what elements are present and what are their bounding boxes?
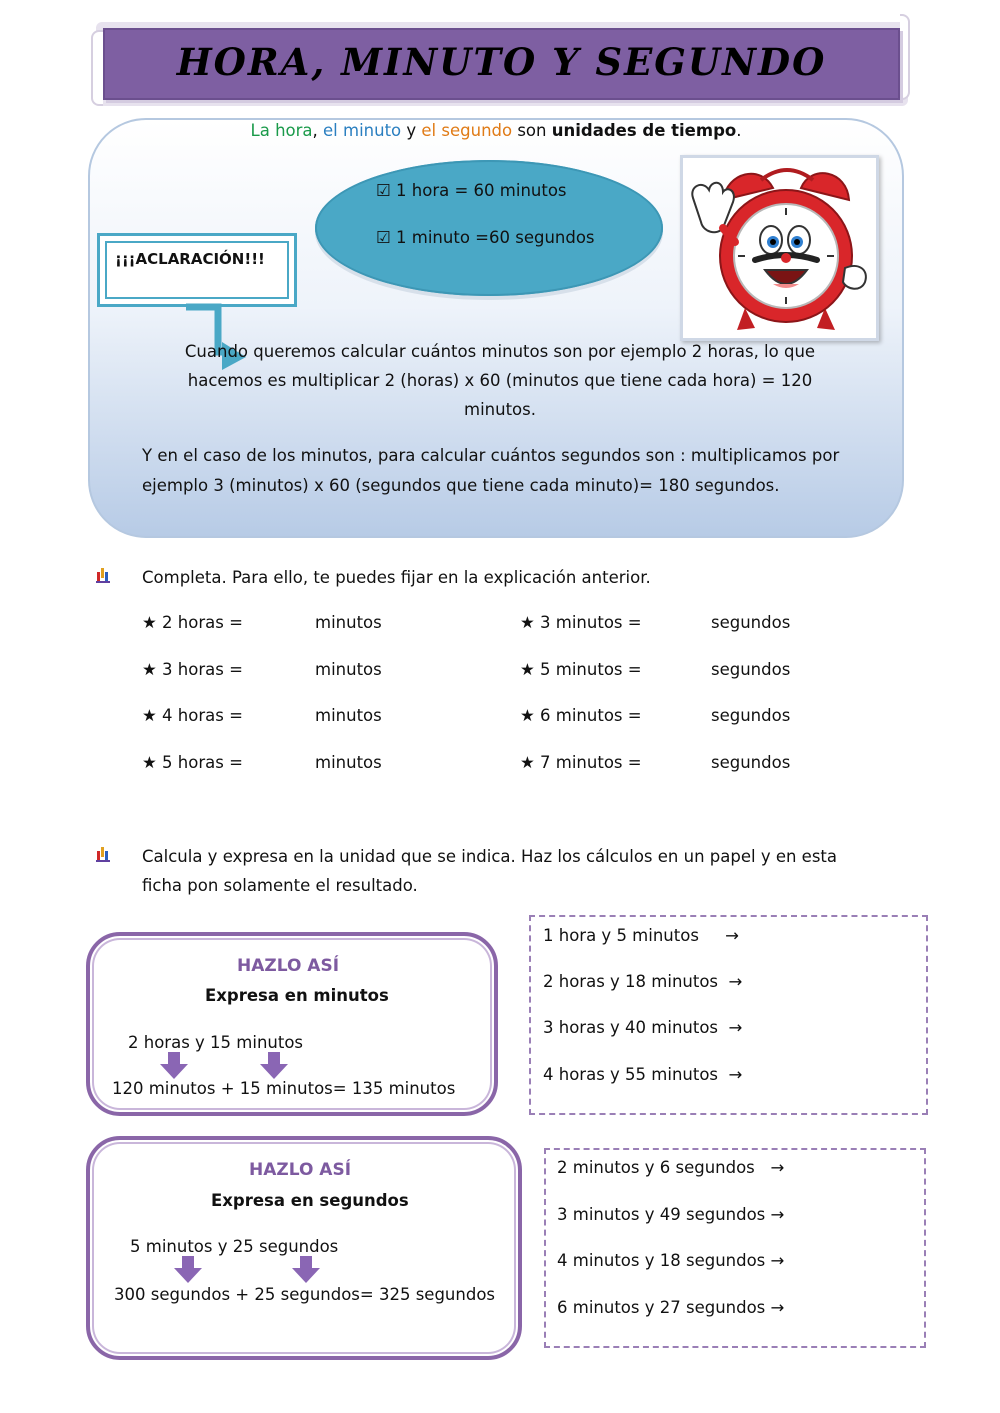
ex1-left-label-4: ★ 5 horas = — [142, 753, 243, 772]
clarification-paragraph-2: Y en el caso de los minutos, para calcular cuántos segundos son : multiplicamos por ejemplo 3 (minutos) x 60 (segundos que tiene cada minuto)= 180 segundos. — [142, 446, 840, 495]
intro-sep1: , — [312, 121, 324, 140]
banner-curl-right — [900, 14, 910, 100]
answer-box-seconds — [544, 1148, 926, 1348]
example2-subtitle: Expresa en segundos — [211, 1191, 409, 1210]
down-arrow-icon — [174, 1256, 202, 1284]
intro-unidades: unidades de tiempo — [551, 121, 737, 140]
bullet-arrow-icon — [96, 568, 110, 584]
ex1-right-label-1: ★ 3 minutos = — [520, 613, 642, 632]
ex1-left-unit-3: minutos — [315, 706, 382, 725]
intro-end: . — [736, 121, 742, 140]
example1-result: 120 minutos + 15 minutos= 135 minutos — [112, 1079, 456, 1098]
answer-item-seconds-2: 3 minutos y 49 segundos → — [557, 1205, 785, 1224]
answer-box-minutes — [529, 915, 928, 1115]
intro-sep2: y — [401, 121, 422, 140]
ex1-left-label-1: ★ 2 horas = — [142, 613, 243, 632]
ex1-left-unit-4: minutos — [315, 753, 382, 772]
page-title: HORA, MINUTO Y SEGUNDO — [176, 40, 827, 84]
clock-illustration-frame — [680, 155, 879, 341]
ex1-left-label-2: ★ 3 horas = — [142, 660, 243, 679]
ex1-right-unit-4: segundos — [711, 753, 791, 772]
bullet-arrow-icon — [96, 847, 110, 863]
ex1-right-unit-2: segundos — [711, 660, 791, 679]
ex1-right-unit-1: segundos — [711, 613, 791, 632]
example2-result: 300 segundos + 25 segundos= 325 segundos — [114, 1285, 496, 1304]
exercise2-instruction: Calcula y expresa en la unidad que se indica. Haz los cálculos en un papel y en esta ficha pon solamente el resultado. — [142, 847, 838, 895]
answer-item-minutes-4: 4 horas y 55 minutos → — [543, 1065, 743, 1084]
clarification-paragraph-1: Cuando queremos calcular cuántos minutos son por ejemplo 2 horas, lo que hacemos es multiplicar 2 (horas) x 60 (minutos que tiene cada hora) = 120 minutos. — [184, 342, 816, 419]
answer-item-seconds-3: 4 minutos y 18 segundos → — [557, 1251, 785, 1270]
ex1-right-label-3: ★ 6 minutos = — [520, 706, 642, 725]
intro-sep3: son — [512, 121, 552, 140]
answer-item-minutes-1: 1 hora y 5 minutos → — [543, 926, 739, 945]
exercise1-instruction: Completa. Para ello, te puedes fijar en la explicación anterior. — [142, 568, 651, 587]
ex1-left-label-3: ★ 4 horas = — [142, 706, 243, 725]
answer-item-minutes-3: 3 horas y 40 minutos → — [543, 1018, 743, 1037]
ex1-left-unit-2: minutos — [315, 660, 382, 679]
ex1-right-label-2: ★ 5 minutos = — [520, 660, 642, 679]
down-arrow-icon — [292, 1256, 320, 1284]
clarification-arrow-icon — [0, 0, 260, 380]
ex1-left-unit-1: minutos — [315, 613, 382, 632]
answer-item-seconds-1: 2 minutos y 6 segundos → — [557, 1158, 785, 1177]
example1-subtitle: Expresa en minutos — [205, 986, 389, 1005]
equivalence-minuto: ☑ 1 minuto =60 segundos — [376, 228, 595, 247]
ex1-right-unit-3: segundos — [711, 706, 791, 725]
example2-title: HAZLO ASÍ — [249, 1160, 352, 1180]
ex1-right-label-4: ★ 7 minutos = — [520, 753, 642, 772]
equivalence-hora: ☑ 1 hora = 60 minutos — [376, 181, 567, 200]
down-arrow-icon — [160, 1052, 188, 1080]
down-arrow-icon — [260, 1052, 288, 1080]
answer-item-seconds-4: 6 minutos y 27 segundos → — [557, 1298, 785, 1317]
answer-item-minutes-2: 2 horas y 18 minutos → — [543, 972, 743, 991]
alarm-clock-icon — [683, 158, 876, 338]
clarification-label: ¡¡¡ACLARACIÓN!!! — [115, 250, 265, 268]
example1-given: 2 horas y 15 minutos — [128, 1033, 304, 1052]
example2-given: 5 minutos y 25 segundos — [130, 1237, 339, 1256]
intro-minuto: el minuto — [323, 121, 402, 140]
intro-segundo: el segundo — [421, 121, 513, 140]
example1-title: HAZLO ASÍ — [237, 956, 340, 976]
intro-hora: La hora — [250, 121, 313, 140]
